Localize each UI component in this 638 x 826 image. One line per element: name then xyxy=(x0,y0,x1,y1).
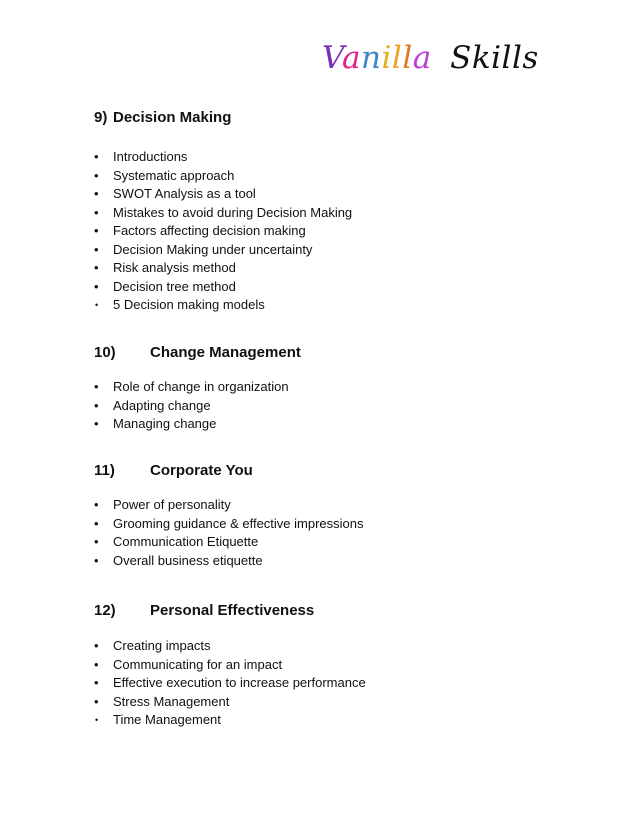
section-title: Personal Effectiveness xyxy=(150,602,315,619)
logo-letter: a xyxy=(412,40,432,76)
list-item-text: Decision tree method xyxy=(113,278,236,294)
list-item xyxy=(94,637,594,656)
list-item-text: Mistakes to avoid during Decision Making xyxy=(113,204,353,220)
bullet-icon: • xyxy=(95,300,99,310)
list-item xyxy=(94,222,594,241)
bullet-list xyxy=(94,148,594,315)
list-item-text: Managing change xyxy=(113,416,217,431)
section-corporate-you xyxy=(94,462,594,570)
bullet-icon: • xyxy=(94,149,99,164)
section-number: 12) xyxy=(94,602,116,619)
bullet-icon: • xyxy=(94,693,99,709)
bullet-list xyxy=(94,637,594,730)
list-item xyxy=(94,552,594,571)
section-change-management xyxy=(94,344,594,434)
list-item xyxy=(94,397,594,416)
list-item-text: Systematic approach xyxy=(113,167,235,183)
list-item-text: Power of personality xyxy=(113,497,231,512)
bullet-icon: • xyxy=(94,497,99,512)
list-item xyxy=(94,693,594,712)
section-heading xyxy=(94,462,594,480)
bullet-list xyxy=(94,496,594,570)
list-item xyxy=(94,656,594,675)
bullet-icon: • xyxy=(94,416,99,431)
logo-word-vanilla xyxy=(322,40,442,76)
bullet-icon: • xyxy=(94,515,99,531)
section-decision-making xyxy=(94,109,594,315)
bullet-icon: • xyxy=(94,223,99,238)
list-item xyxy=(94,259,594,278)
bullet-icon: • xyxy=(94,167,99,183)
logo-letter: l xyxy=(402,40,413,76)
logo-letter: i xyxy=(381,40,392,76)
section-heading xyxy=(94,602,594,620)
bullet-icon: • xyxy=(94,186,99,201)
bullet-icon: • xyxy=(94,241,99,257)
logo-letter: V xyxy=(322,40,343,76)
list-item xyxy=(94,415,594,434)
logo xyxy=(322,40,539,76)
bullet-icon: • xyxy=(94,552,99,568)
section-title: Corporate You xyxy=(150,462,253,479)
section-number: 9) xyxy=(94,109,108,126)
logo-letter: n xyxy=(361,40,382,76)
list-item xyxy=(94,378,594,397)
bullet-icon: • xyxy=(94,534,99,549)
section-personal-effectiveness xyxy=(94,602,594,730)
list-item xyxy=(94,533,594,552)
list-item-text: Role of change in organization xyxy=(113,379,289,394)
list-item xyxy=(94,278,594,297)
list-item-text: Time Management xyxy=(113,712,221,727)
section-number: 10) xyxy=(94,344,116,361)
logo-word-skills: Skills xyxy=(450,40,539,76)
list-item xyxy=(94,204,594,223)
list-item xyxy=(94,711,594,730)
list-item xyxy=(94,296,594,315)
section-heading xyxy=(94,109,594,127)
list-item xyxy=(94,496,594,515)
list-item-text: SWOT Analysis as a tool xyxy=(113,186,256,201)
bullet-icon: • xyxy=(94,638,99,653)
list-item-text: Decision Making under uncertainty xyxy=(113,241,313,257)
list-item-text: Effective execution to increase performance xyxy=(113,675,366,690)
list-item-text: 5 Decision making models xyxy=(113,297,265,312)
list-item xyxy=(94,185,594,204)
list-item xyxy=(94,167,594,186)
bullet-list xyxy=(94,378,594,434)
list-item-text: Introductions xyxy=(113,149,188,164)
bullet-icon: • xyxy=(94,260,99,275)
list-item-text: Communicating for an impact xyxy=(113,656,283,672)
bullet-icon: • xyxy=(95,715,99,725)
list-item xyxy=(94,515,594,534)
bullet-icon: • xyxy=(94,379,99,394)
bullet-icon: • xyxy=(94,204,99,220)
bullet-icon: • xyxy=(94,656,99,672)
section-title: Change Management xyxy=(150,344,301,361)
bullet-icon: • xyxy=(94,278,99,294)
list-item-text: Stress Management xyxy=(113,693,230,709)
list-item xyxy=(94,674,594,693)
list-item-text: Creating impacts xyxy=(113,638,211,653)
list-item-text: Adapting change xyxy=(113,397,211,413)
logo-letter: l xyxy=(391,40,403,76)
list-item-text: Factors affecting decision making xyxy=(113,223,306,238)
section-number: 11) xyxy=(94,462,115,479)
list-item-text: Communication Etiquette xyxy=(113,534,259,549)
list-item xyxy=(94,148,594,167)
list-item-text: Risk analysis method xyxy=(113,260,236,275)
list-item xyxy=(94,241,594,260)
bullet-icon: • xyxy=(94,675,99,690)
bullet-icon: • xyxy=(94,397,99,413)
section-title: Decision Making xyxy=(113,109,232,126)
logo-letter: a xyxy=(342,40,362,76)
list-item-text: Grooming guidance & effective impressions xyxy=(113,515,364,531)
section-heading xyxy=(94,344,594,362)
list-item-text: Overall business etiquette xyxy=(113,552,263,568)
